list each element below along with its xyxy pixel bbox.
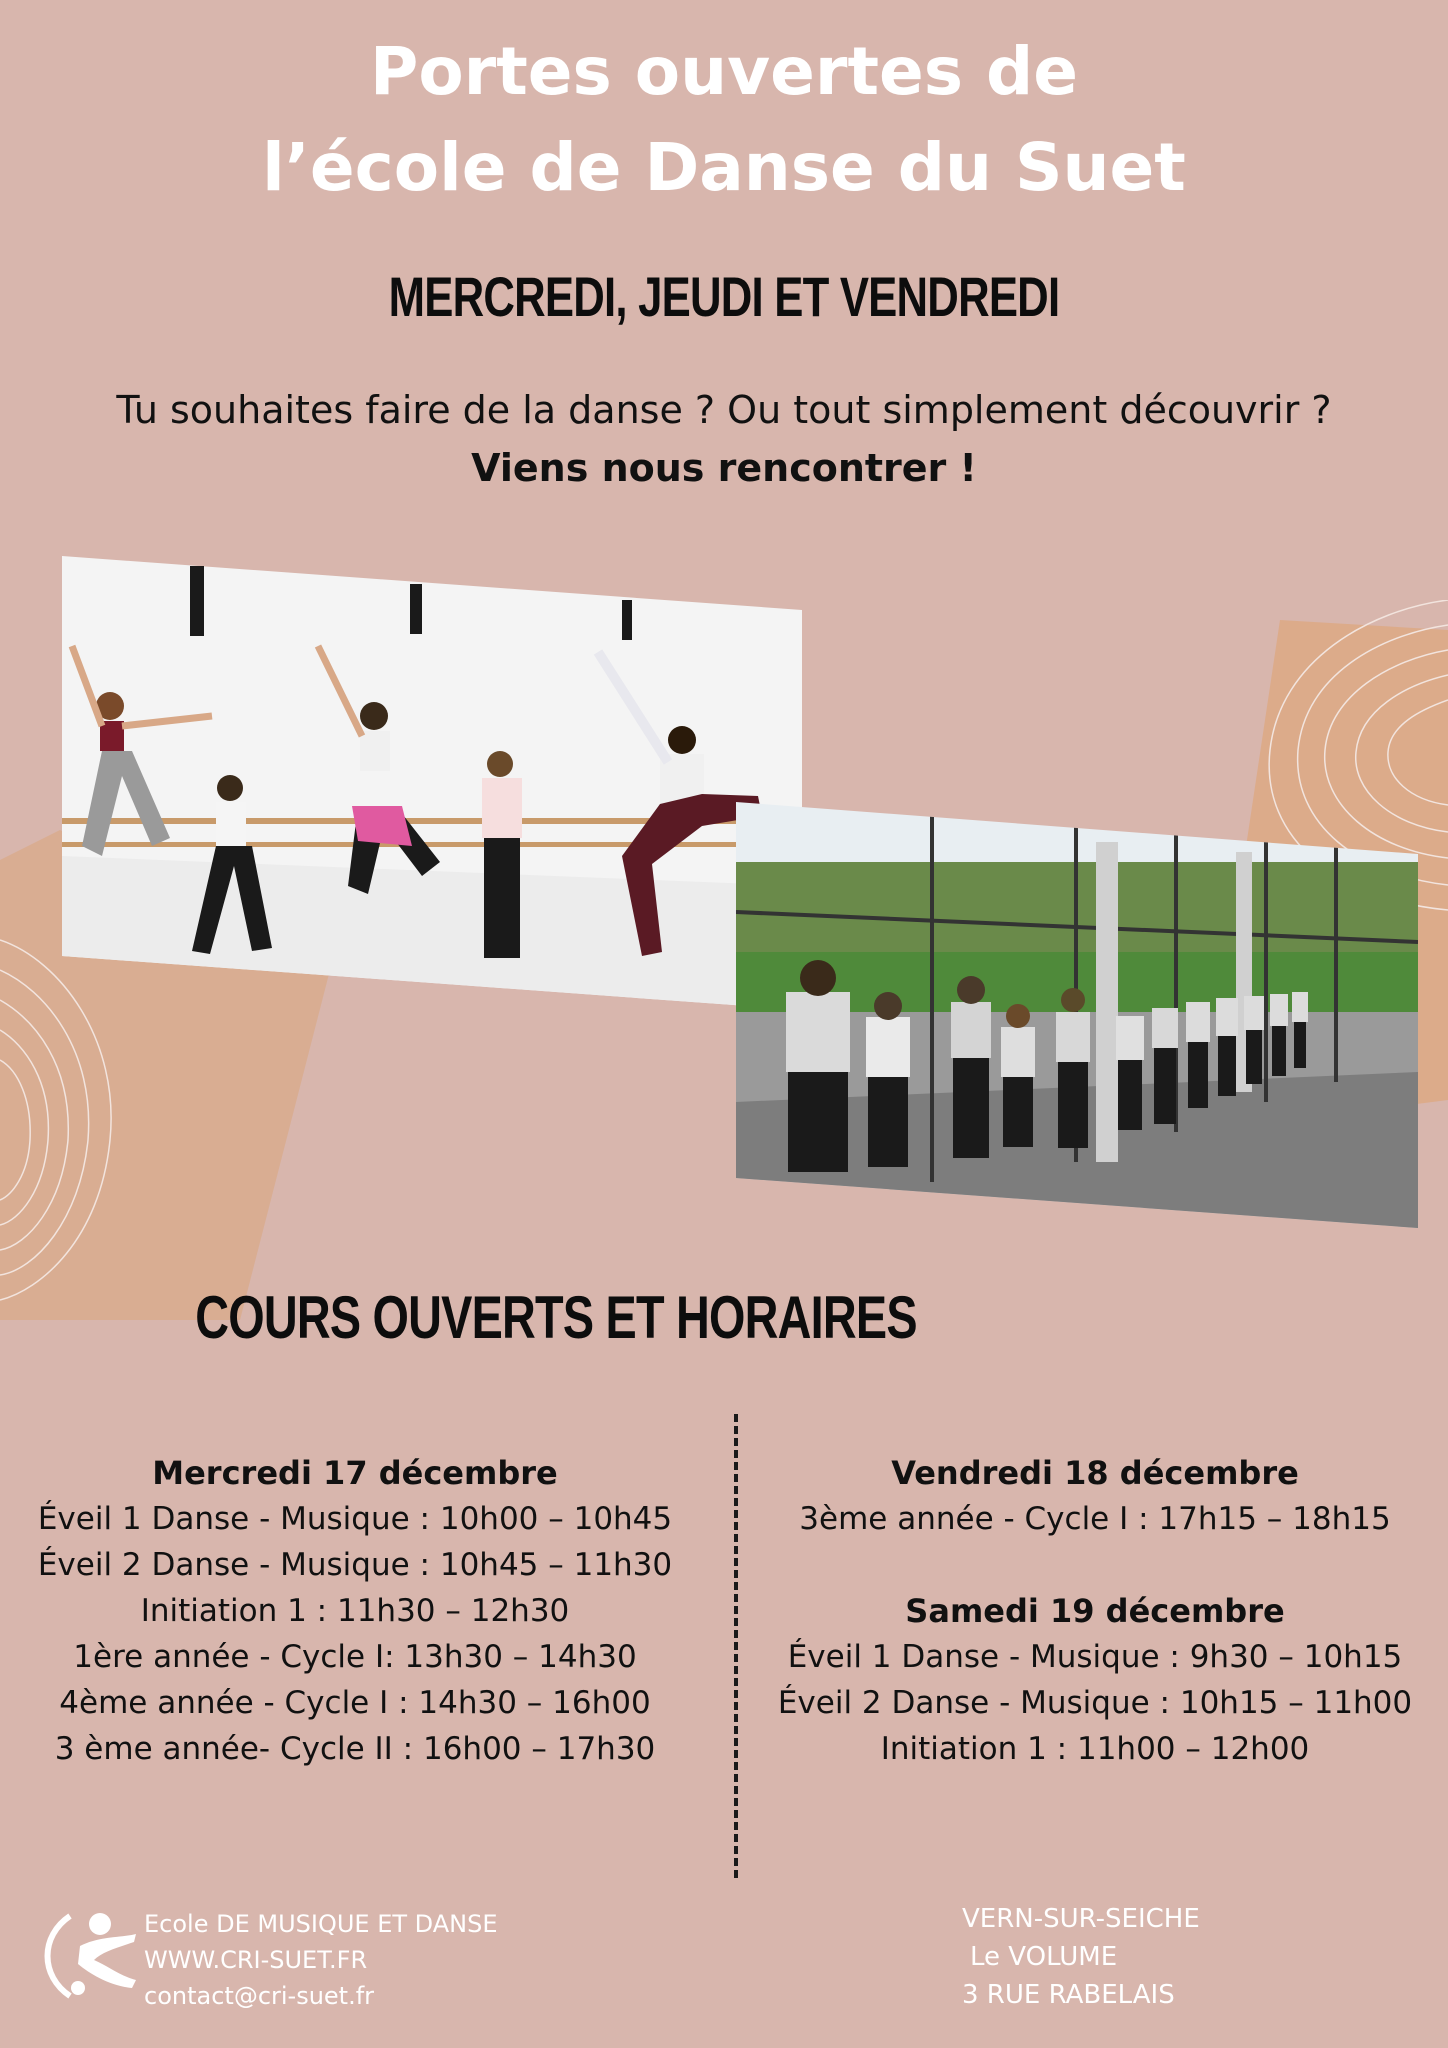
right-day1-heading: Vendredi 18 décembre bbox=[891, 1454, 1299, 1492]
left-day-heading: Mercredi 17 décembre bbox=[152, 1454, 558, 1492]
right-schedule-column bbox=[760, 1450, 1430, 1772]
footer-email-link[interactable]: contact@cri-suet.fr bbox=[144, 1982, 375, 2010]
left-item-6: 3 ème année- Cycle II : 16h00 – 17h30 bbox=[54, 1731, 656, 1767]
footer-website-link[interactable]: WWW.CRI-SUET.FR bbox=[144, 1946, 368, 1974]
intro-call: Viens nous rencontrer ! bbox=[471, 446, 977, 490]
right-spacer bbox=[760, 1542, 1430, 1588]
dancers-studio-photo bbox=[62, 556, 802, 1010]
right-day2-item-1: Éveil 1 Danse - Musique : 9h30 – 10h15 bbox=[787, 1639, 1403, 1675]
school-logo-icon bbox=[40, 1906, 140, 2002]
children-hall-photo bbox=[736, 802, 1418, 1228]
left-item-3: Initiation 1 : 11h30 – 12h30 bbox=[140, 1593, 570, 1629]
footer-school-info bbox=[144, 1906, 498, 2014]
footer-city: VERN-SUR-SEICHE bbox=[962, 1904, 1200, 1934]
footer-school-name: Ecole DE MUSIQUE ET DANSE bbox=[144, 1910, 498, 1938]
column-divider bbox=[734, 1414, 738, 1878]
right-day2-heading: Samedi 19 décembre bbox=[905, 1592, 1285, 1630]
footer-street: 3 RUE RABELAIS bbox=[962, 1980, 1175, 2010]
right-day2-item-3: Initiation 1 : 11h00 – 12h00 bbox=[880, 1731, 1310, 1767]
left-schedule-column bbox=[20, 1450, 690, 1772]
page-title-line2: l’école de Danse du Suet bbox=[262, 129, 1186, 206]
left-item-1: Éveil 1 Danse - Musique : 10h00 – 10h45 bbox=[37, 1501, 673, 1537]
page-title-line1: Portes ouvertes de bbox=[369, 33, 1079, 110]
intro-question: Tu souhaites faire de la danse ? Ou tout simplement découvrir ? bbox=[116, 388, 1332, 432]
right-day2-item-2: Éveil 2 Danse - Musique : 10h15 – 11h00 bbox=[777, 1685, 1413, 1721]
left-item-2: Éveil 2 Danse - Musique : 10h45 – 11h30 bbox=[37, 1547, 673, 1583]
schedule-heading: COURS OUVERTS ET HORAIRES bbox=[195, 1284, 917, 1351]
days-heading: MERCREDI, JEUDI ET VENDREDI bbox=[388, 265, 1060, 328]
left-item-5: 4ème année - Cycle I : 14h30 – 16h00 bbox=[59, 1685, 651, 1721]
footer-address bbox=[962, 1900, 1200, 2014]
left-item-4: 1ère année - Cycle I: 13h30 – 14h30 bbox=[73, 1639, 637, 1675]
footer-venue: Le VOLUME bbox=[970, 1942, 1118, 1972]
right-day1-item-1: 3ème année - Cycle I : 17h15 – 18h15 bbox=[799, 1501, 1391, 1537]
